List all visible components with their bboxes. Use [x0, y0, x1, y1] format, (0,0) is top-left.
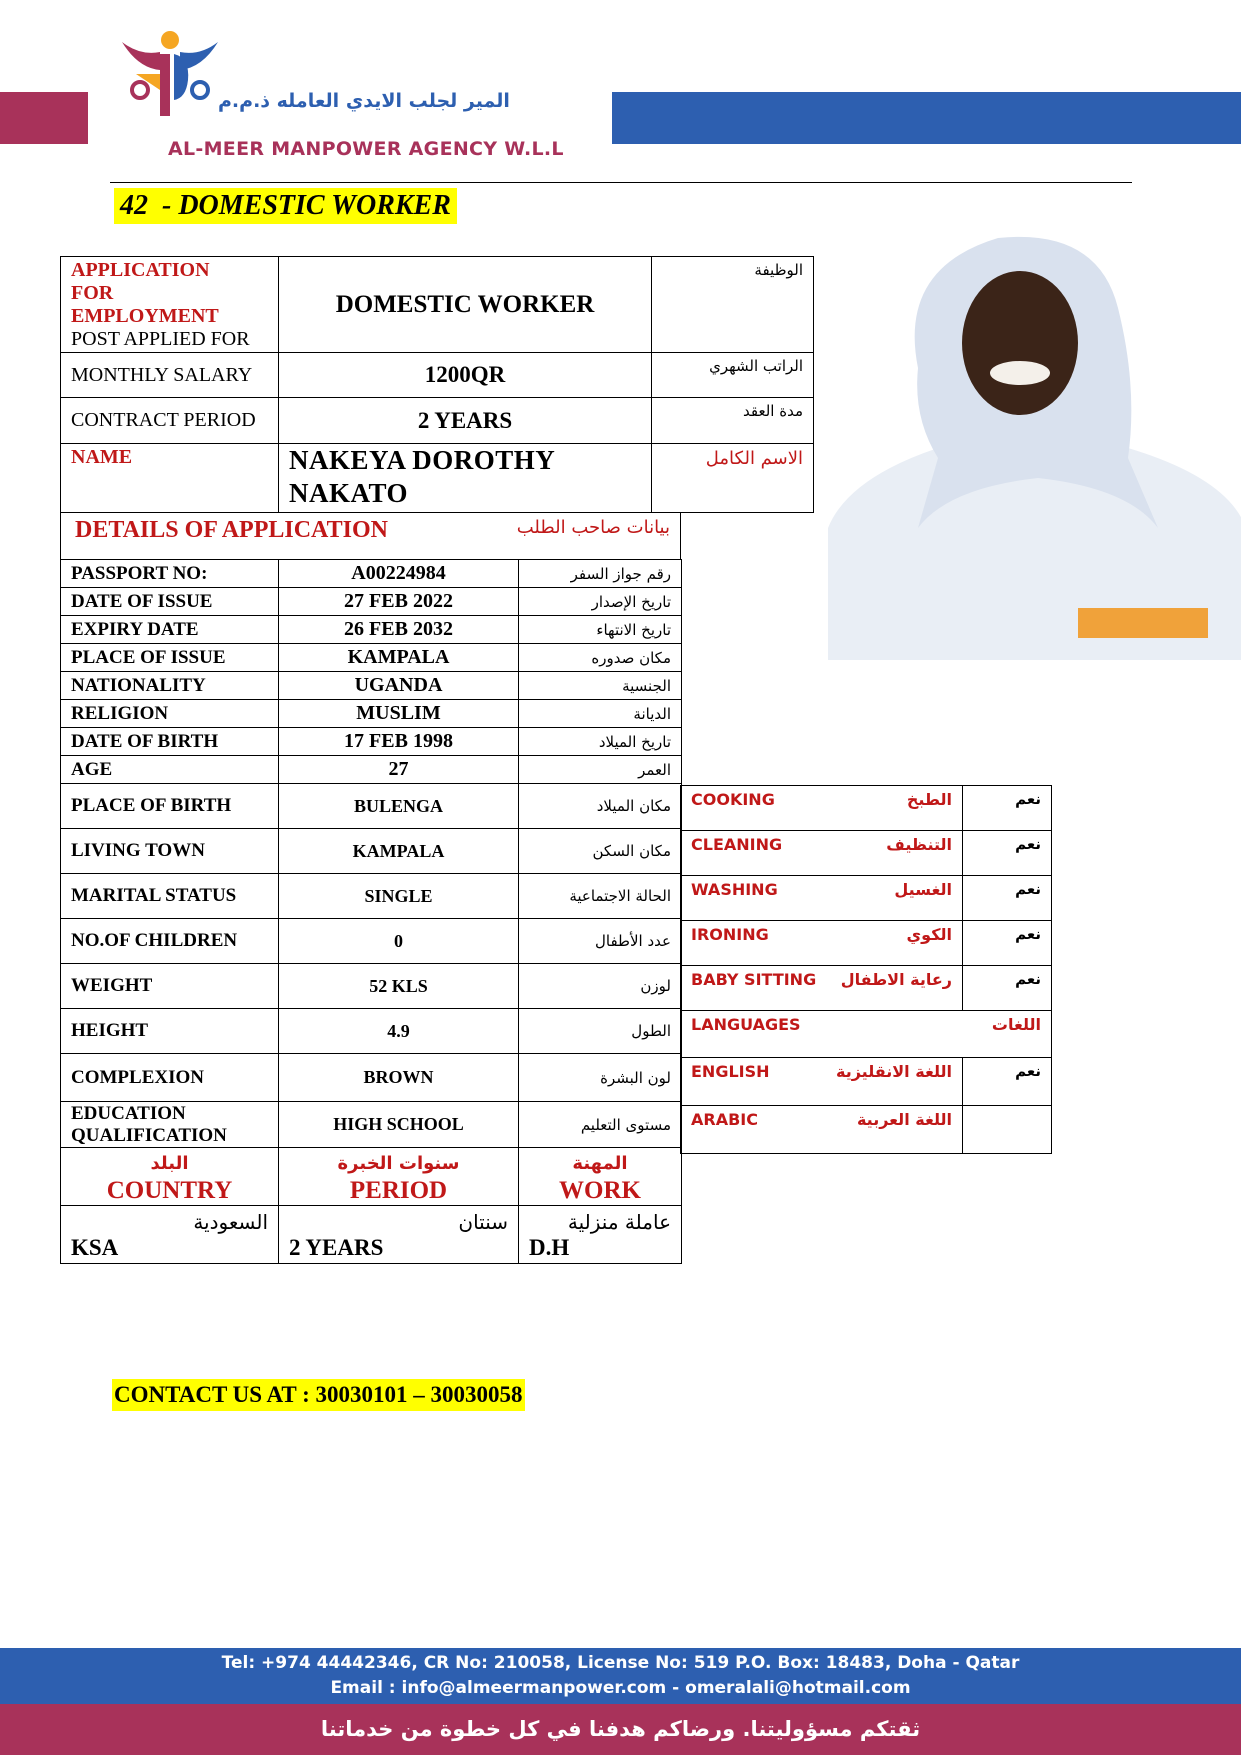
details-label-arabic: عدد الأطفال [519, 919, 682, 964]
experience-en: 2 YEARS [289, 1234, 384, 1260]
footer-line-1: Tel: +974 44442346, CR No: 210058, License No: 519 P.O. Box: 18483, Doha - Qatar [221, 1653, 1020, 1673]
salary-value: 1200QR [279, 353, 652, 398]
details-value: 52 KLS [279, 964, 519, 1009]
skill-cell [681, 1106, 963, 1154]
details-heading [60, 513, 681, 559]
details-label: PLACE OF ISSUE [61, 644, 279, 672]
details-heading-en: DETAILS OF APPLICATION [75, 517, 388, 543]
details-label: EDUCATION QUALIFICATION [61, 1102, 279, 1148]
skill-row [681, 1106, 1052, 1154]
experience-row [61, 1206, 682, 1264]
details-label-arabic: الديانة [519, 700, 682, 728]
details-row [61, 700, 682, 728]
details-value: KAMPALA [279, 829, 519, 874]
experience-header-row [61, 1148, 682, 1206]
skills-table [680, 785, 1052, 1154]
post-label-1: APPLICATION FOR EMPLOYMENT [71, 259, 219, 327]
skill-cell [681, 921, 963, 966]
name-label-arabic: الاسم الكامل [652, 444, 814, 513]
skill-name-arabic: اللغة العربية [856, 1110, 952, 1129]
skill-row [681, 921, 1052, 966]
skill-name-arabic: رعاية الاطفال [840, 970, 952, 989]
details-label: LIVING TOWN [61, 829, 279, 874]
details-row [61, 588, 682, 616]
experience-header-ar: سنوات الخبرة [337, 1152, 460, 1174]
details-value: HIGH SCHOOL [279, 1102, 519, 1148]
company-name-english: AL-MEER MANPOWER AGENCY W.L.L [168, 138, 564, 160]
details-row [61, 756, 682, 784]
skill-cell [681, 786, 963, 831]
experience-header [61, 1148, 279, 1206]
details-value: BROWN [279, 1054, 519, 1102]
skill-name: COOKING [691, 790, 775, 809]
languages-label: LANGUAGES [691, 1015, 801, 1034]
skill-name: CLEANING [691, 835, 783, 854]
details-label-arabic: الحالة الاجتماعية [519, 874, 682, 919]
details-label-arabic: العمر [519, 756, 682, 784]
details-label-arabic: مكان الميلاد [519, 784, 682, 829]
details-row [61, 784, 682, 829]
details-label: EXPIRY DATE [61, 616, 279, 644]
skill-row [681, 831, 1052, 876]
details-label-arabic: الجنسية [519, 672, 682, 700]
contact-line: CONTACT US AT : 30030101 – 30030058 [112, 1379, 525, 1411]
skill-name: ARABIC [691, 1110, 758, 1129]
experience-cell [279, 1206, 519, 1264]
details-label: DATE OF BIRTH [61, 728, 279, 756]
skill-name-arabic: التنظيف [886, 835, 952, 854]
details-label-arabic: مكان السكن [519, 829, 682, 874]
details-label-arabic: رقم جواز السفر [519, 560, 682, 588]
post-label-cell [61, 257, 279, 353]
skill-row [681, 1058, 1052, 1106]
skill-name-arabic: الطبخ [906, 790, 952, 809]
details-label: HEIGHT [61, 1009, 279, 1054]
languages-row [681, 1011, 1052, 1058]
salary-label: MONTHLY SALARY [61, 353, 279, 398]
details-label-arabic: تاريخ الميلاد [519, 728, 682, 756]
details-label-arabic: تاريخ الإصدار [519, 588, 682, 616]
experience-ar: سنتان [458, 1209, 508, 1234]
skill-name-arabic: الغسيل [894, 880, 952, 899]
details-label: PLACE OF BIRTH [61, 784, 279, 829]
post-label-arabic: الوظيفة [652, 257, 814, 353]
title-number: 42 [120, 190, 148, 221]
skill-cell [681, 876, 963, 921]
experience-header-en: WORK [559, 1176, 641, 1204]
details-value: SINGLE [279, 874, 519, 919]
details-row [61, 1102, 682, 1148]
details-row [61, 964, 682, 1009]
details-label: DATE OF ISSUE [61, 588, 279, 616]
experience-header-ar: البلد [150, 1152, 189, 1174]
details-row [61, 829, 682, 874]
page-title [114, 188, 457, 224]
details-label-arabic: مكان صدوره [519, 644, 682, 672]
contract-label-arabic: مدة العقد [652, 398, 814, 444]
details-value: 4.9 [279, 1009, 519, 1054]
details-value: 27 FEB 2022 [279, 588, 519, 616]
name-value: NAKEYA DOROTHY NAKATO [279, 444, 652, 513]
skill-row [681, 876, 1052, 921]
footer-slogan: ثقتكم مسؤوليتنا. ورضاكم هدفنا في كل خطوة من خدماتنا [0, 1704, 1241, 1755]
header-divider [110, 182, 1132, 183]
languages-label-arabic: اللغات [991, 1015, 1041, 1034]
details-row [61, 919, 682, 964]
details-row [61, 1054, 682, 1102]
skill-answer: نعم [963, 876, 1052, 921]
header-bar-left [0, 92, 88, 144]
details-table [60, 559, 682, 1264]
details-label-arabic: تاريخ الانتهاء [519, 616, 682, 644]
details-label: NO.OF CHILDREN [61, 919, 279, 964]
company-name-arabic: المير لجلب الايدي العامله ذ.م.م [218, 90, 510, 112]
details-row [61, 644, 682, 672]
details-row [61, 1009, 682, 1054]
post-value: DOMESTIC WORKER [279, 257, 652, 353]
details-row [61, 672, 682, 700]
details-row [61, 874, 682, 919]
skill-name-arabic: اللغة الانقليزية [836, 1062, 952, 1081]
skill-answer: نعم [963, 966, 1052, 1011]
details-label: WEIGHT [61, 964, 279, 1009]
details-value: 27 [279, 756, 519, 784]
skill-answer: نعم [963, 1058, 1052, 1106]
skill-name-arabic: الكوي [906, 925, 952, 944]
experience-ar: السعودية [193, 1209, 268, 1234]
details-label: RELIGION [61, 700, 279, 728]
skill-cell [681, 1058, 963, 1106]
skill-answer [963, 1106, 1052, 1154]
experience-header [519, 1148, 682, 1206]
experience-header [279, 1148, 519, 1206]
title-text: - DOMESTIC WORKER [148, 190, 451, 221]
skill-answer: نعم [963, 921, 1052, 966]
header-bar-right [612, 92, 1241, 144]
applicant-photo [828, 228, 1241, 660]
details-label: AGE [61, 756, 279, 784]
skill-cell [681, 966, 963, 1011]
contract-value: 2 YEARS [279, 398, 652, 444]
skill-answer: نعم [963, 786, 1052, 831]
experience-cell [519, 1206, 682, 1264]
details-label: MARITAL STATUS [61, 874, 279, 919]
details-value: MUSLIM [279, 700, 519, 728]
experience-cell [61, 1206, 279, 1264]
name-label: NAME [61, 444, 279, 513]
details-label-arabic: لون البشرة [519, 1054, 682, 1102]
skill-answer: نعم [963, 831, 1052, 876]
experience-header-ar: المهنة [572, 1152, 628, 1174]
skill-name: IRONING [691, 925, 769, 944]
experience-header-en: COUNTRY [106, 1176, 233, 1204]
details-value: A00224984 [279, 560, 519, 588]
salary-label-arabic: الراتب الشهري [652, 353, 814, 398]
skill-row [681, 966, 1052, 1011]
details-value: UGANDA [279, 672, 519, 700]
footer-line-2: Email : info@almeermanpower.com - omeralali@hotmail.com [330, 1678, 911, 1698]
experience-ar: عاملة منزلية [567, 1209, 671, 1234]
skill-name: ENGLISH [691, 1062, 770, 1081]
company-logo-icon [118, 30, 228, 120]
details-label-arabic: لوزن [519, 964, 682, 1009]
application-table [60, 256, 814, 513]
experience-en: KSA [71, 1234, 119, 1260]
skill-cell [681, 831, 963, 876]
details-row [61, 616, 682, 644]
experience-header-en: PERIOD [349, 1176, 448, 1204]
details-label: PASSPORT NO: [61, 560, 279, 588]
details-value: BULENGA [279, 784, 519, 829]
details-value: 26 FEB 2032 [279, 616, 519, 644]
details-row [61, 560, 682, 588]
details-value: 0 [279, 919, 519, 964]
experience-en: D.H [529, 1234, 570, 1260]
details-row [61, 728, 682, 756]
skill-name: WASHING [691, 880, 778, 899]
skill-row [681, 786, 1052, 831]
post-label-2: POST APPLIED FOR [71, 328, 250, 350]
details-value: 17 FEB 1998 [279, 728, 519, 756]
details-value: KAMPALA [279, 644, 519, 672]
details-label: COMPLEXION [61, 1054, 279, 1102]
contract-label: CONTRACT PERIOD [61, 398, 279, 444]
footer-contact [0, 1648, 1241, 1704]
details-label-arabic: مستوى التعليم [519, 1102, 682, 1148]
details-label: NATIONALITY [61, 672, 279, 700]
skill-name: BABY SITTING [691, 970, 817, 989]
details-label-arabic: الطول [519, 1009, 682, 1054]
details-heading-ar: بيانات صاحب الطلب [516, 517, 670, 538]
languages-cell [681, 1011, 1052, 1058]
